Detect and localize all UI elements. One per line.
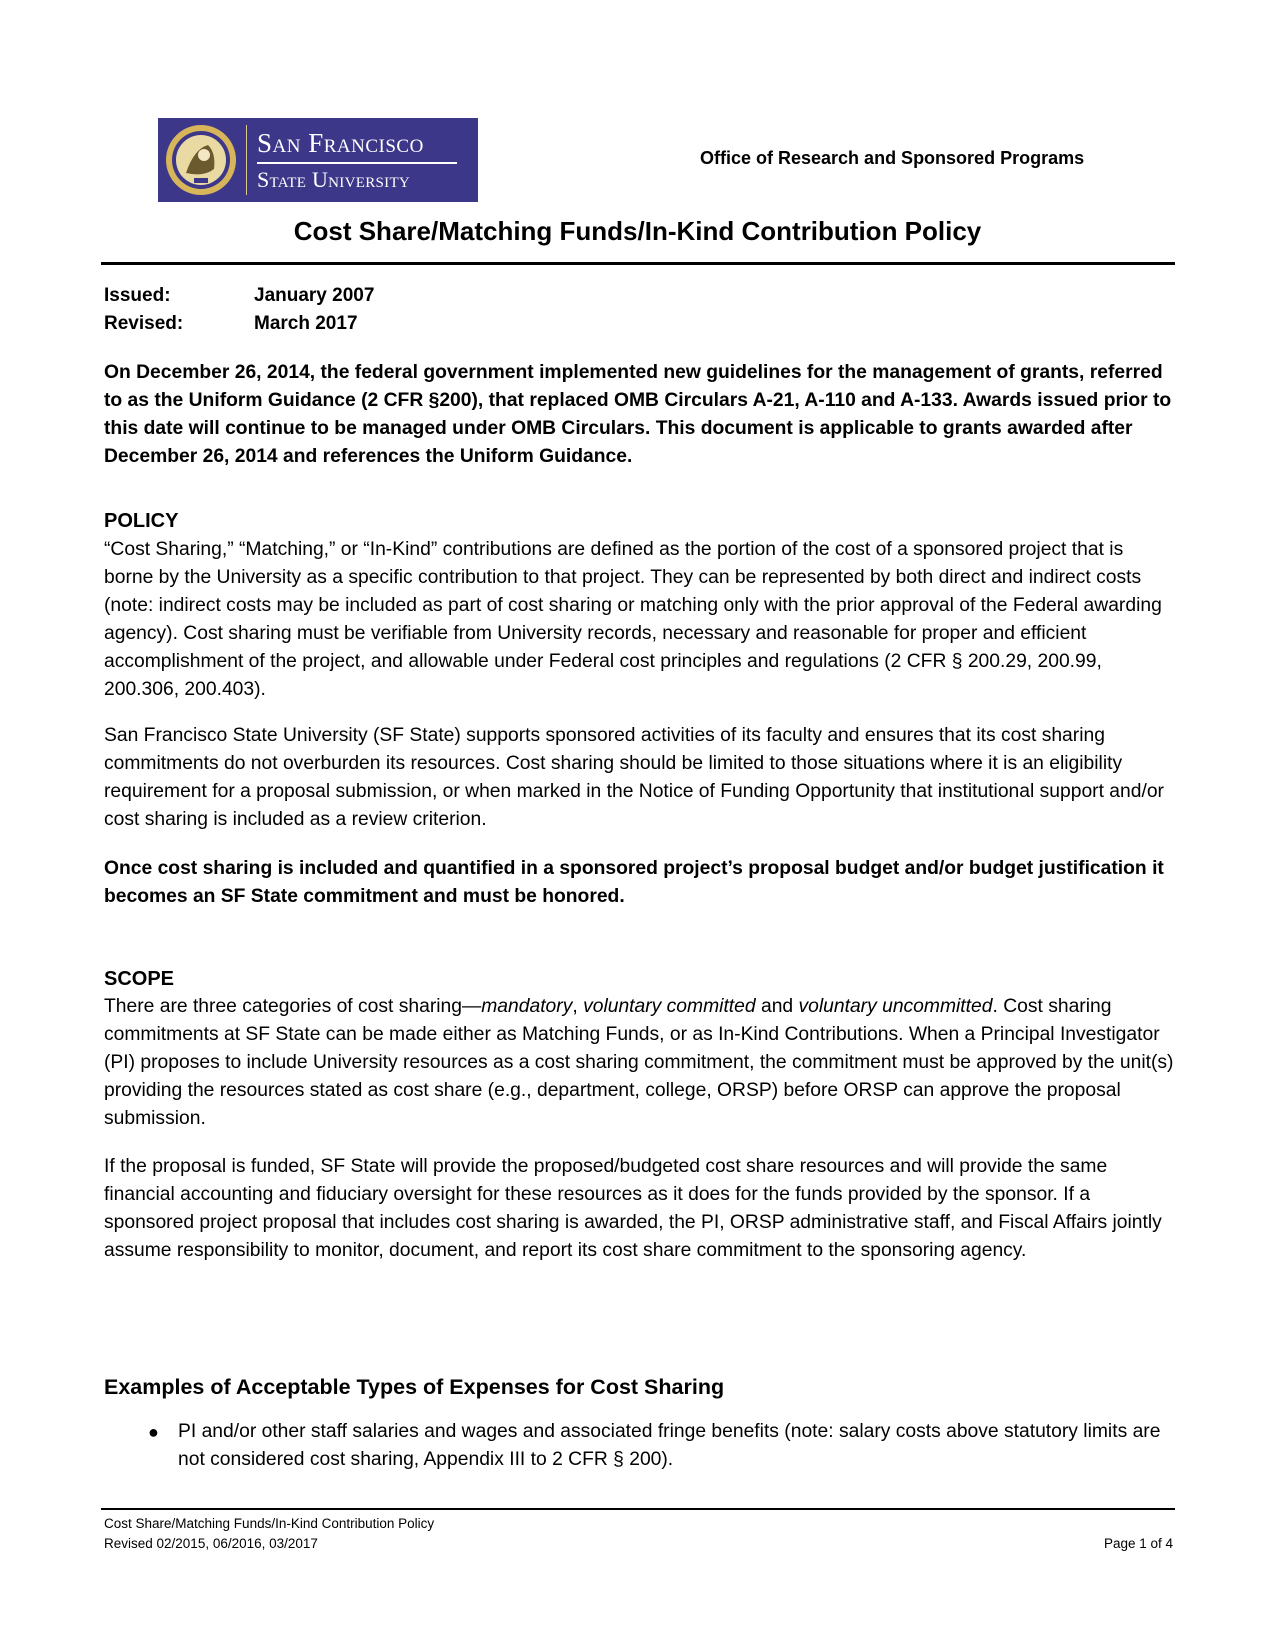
bullet-icon: ● <box>148 1422 159 1442</box>
scope-paragraph-2: If the proposal is funded, SF State will provide the proposed/budgeted cost share resources and will provide the same financial accounting and fiduciary oversight for these resources as it does for the funds provided by the sponsor. If a sponsored project proposal that includes cost sharing is awarded, the PI, ORSP administrative staff, and Fiscal Affairs jointly assume responsibility to monitor, document, and report its cost share commitment to the sponsoring agency. <box>104 1156 1162 1261</box>
revised-value: March 2017 <box>254 313 358 334</box>
university-logo <box>158 118 478 202</box>
logo-line-2: State University <box>257 166 411 192</box>
policy-paragraph-1: “Cost Sharing,” “Matching,” or “In-Kind” contributions are defined as the portion of the cost of a sponsored project that is borne by the University as a specific contribution to that project. They can be represented by both direct and indirect costs (note: indirect costs may be included as part of cost sharing or matching only with the prior approval of the Federal awarding agency). Cost sharing must be verifiable from University records, necessary and reasonable for proper and efficient accomplishment of the project, and allowable under Federal cost principles and regulations (2 CFR § 200.29, 200.99, 200.306, 200.403). <box>104 539 1162 700</box>
logo-rule <box>257 162 457 164</box>
policy-commitment-paragraph: Once cost sharing is included and quantified in a sponsored project’s proposal budget and/or budget justification it becomes an SF State commitment and must be honored. <box>104 858 1164 907</box>
document-title: Cost Share/Matching Funds/In-Kind Contribution Policy <box>293 216 982 246</box>
footer-document-title: Cost Share/Matching Funds/In-Kind Contribution Policy <box>104 1516 435 1531</box>
title-divider <box>101 262 1175 265</box>
university-seal-icon <box>164 123 238 197</box>
issue-dates <box>104 282 374 338</box>
footer-revision-dates: Revised 02/2015, 06/2016, 03/2017 <box>104 1536 318 1551</box>
page-number: Page 1 of 4 <box>1103 1536 1173 1551</box>
footer-left <box>104 1514 434 1554</box>
revised-label: Revised: <box>104 313 184 334</box>
revised-row <box>104 310 374 338</box>
logo-wordmark <box>257 128 457 193</box>
scope-text-g: . Cost sharing commitments at SF State can be made either as Matching Funds, or as In-Kind Contributions. When a Principal Investigator (PI) proposes to include University resources as a cost sharing commitment, the commitment must be approved by the unit(s) providing the resources stated as cost share (e.g., department, college, ORSP) before ORSP can approve the proposal submission. <box>104 996 1174 1129</box>
scope-paragraph-1 <box>104 993 1174 1133</box>
intro-paragraph: On December 26, 2014, the federal government implemented new guidelines for the management of grants, referred to as the Uniform Guidance (2 CFR §200), that replaced OMB Circulars A-21, A-110 and A-133. Awards issued prior to this date will continue to be managed under OMB Circulars. This document is applicable to grants awarded after December 26, 2014 and references the Uniform Guidance. <box>104 362 1172 467</box>
policy-heading: POLICY <box>104 510 179 532</box>
policy-paragraph-2: San Francisco State University (SF State) supports sponsored activities of its faculty and ensures that its cost sharing commitments do not overburden its resources. Cost sharing should be limited to those situations where it is an eligibility requirement for a proposal submission, or when marked in the Notice of Funding Opportunity that institutional support and/or cost sharing is included as a review criterion. <box>104 725 1164 830</box>
scope-term-voluntary-uncommitted: voluntary uncommitted <box>798 996 993 1017</box>
scope-heading: SCOPE <box>104 968 175 990</box>
logo-divider <box>246 125 247 195</box>
logo-line-1: San Francisco <box>257 127 424 158</box>
footer-divider <box>101 1508 1175 1510</box>
scope-term-mandatory: mandatory <box>481 996 573 1017</box>
examples-item-text: PI and/or other staff salaries and wages and associated fringe benefits (note: salary costs above statutory limits are not considered cost sharing, Appendix III to 2 CFR § 200). <box>178 1421 1161 1470</box>
issued-value: January 2007 <box>254 285 375 306</box>
scope-text-a: There are three categories of cost sharing— <box>104 996 482 1017</box>
scope-text-c: , <box>572 996 584 1017</box>
office-name: Office of Research and Sponsored Programs <box>700 148 1085 168</box>
issued-row <box>104 282 374 310</box>
scope-term-voluntary-committed: voluntary committed <box>583 996 756 1017</box>
issued-label: Issued: <box>104 285 171 306</box>
examples-list-item <box>148 1418 1176 1474</box>
scope-text-e: and <box>755 996 799 1017</box>
examples-heading: Examples of Acceptable Types of Expenses for Cost Sharing <box>104 1375 725 1399</box>
